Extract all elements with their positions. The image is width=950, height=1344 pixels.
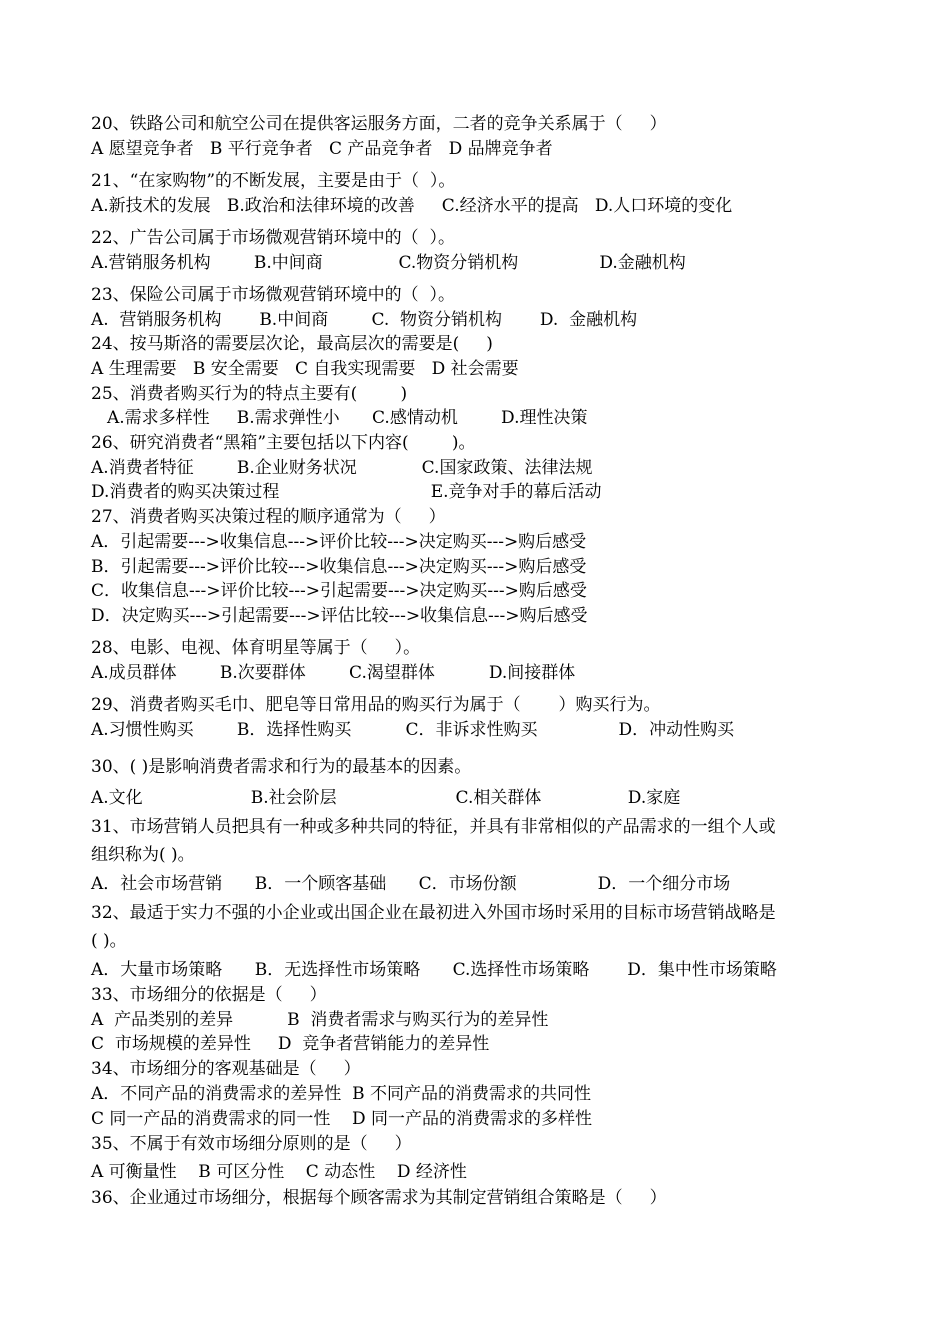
question-21: 21、“在家购物”的不断发展，主要是由于（ ）。: [91, 171, 456, 191]
options-26b: D.消费者的购买决策过程 E.竞争对手的幕后活动: [91, 482, 602, 502]
question-20: 20、铁路公司和航空公司在提供客运服务方面，二者的竞争关系属于（ ）: [91, 114, 667, 134]
options-31: A．社会市场营销 B．一个顾客基础 C．市场份额 D．一个细分市场: [91, 874, 731, 894]
question-28: 28、电影、电视、体育明星等属于（ ）。: [91, 638, 421, 658]
question-32: 32、最适于实力不强的小企业或出国企业在最初进入外国市场时采用的目标市场营销战略是: [91, 903, 776, 923]
question-30: 30、( )是影响消费者需求和行为的最基本的因素。: [91, 757, 472, 777]
question-26: 26、研究消费者“黑箱”主要包括以下内容( )。: [91, 433, 476, 453]
question-29: 29、消费者购买毛巾、肥皂等日常用品的购买行为属于（ ）购买行为。: [91, 695, 661, 715]
question-22: 22、广告公司属于市场微观营销环境中的（ ）。: [91, 228, 455, 248]
options-35: A 可衡量性 B 可区分性 C 动态性 D 经济性: [91, 1162, 467, 1182]
options-27a: A．引起需要--->收集信息--->评价比较--->决定购买--->购后感受: [91, 532, 587, 552]
question-24: 24、按马斯洛的需要层次论，最高层次的需要是( ): [91, 334, 493, 354]
question-27: 27、消费者购买决策过程的顺序通常为（ ）: [91, 507, 446, 527]
question-31-cont: 组织称为( )。: [91, 845, 195, 865]
options-34b: C 同一产品的消费需求的同一性 D 同一产品的消费需求的多样性: [91, 1109, 593, 1129]
options-27b: B．引起需要--->评价比较--->收集信息--->决定购买--->购后感受: [91, 557, 587, 577]
options-26a: A.消费者特征 B.企业财务状况 C.国家政策、法律法规: [91, 458, 593, 478]
options-22: A.营销服务机构 B.中间商 C.物资分销机构 D.金融机构: [91, 253, 686, 273]
question-35: 35、不属于有效市场细分原则的是（ ）: [91, 1134, 412, 1154]
options-20: A 愿望竞争者 B 平行竞争者 C 产品竞争者 D 品牌竞争者: [91, 139, 553, 159]
question-36: 36、企业通过市场细分，根据每个顾客需求为其制定营销组合策略是（ ）: [91, 1188, 667, 1208]
options-29: A.习惯性购买 B．选择性购买 C．非诉求性购买 D．冲动性购买: [91, 720, 735, 740]
options-21: A.新技术的发展 B.政治和法律环境的改善 C.经济水平的提高 D.人口环境的变化: [91, 196, 733, 216]
options-33b: C 市场规模的差异性 D 竞争者营销能力的差异性: [91, 1034, 490, 1054]
question-34: 34、市场细分的客观基础是（ ）: [91, 1059, 361, 1079]
options-27d: D．决定购买--->引起需要--->评估比较--->收集信息--->购后感受: [91, 606, 588, 626]
options-33a: A 产品类别的差异 B 消费者需求与购买行为的差异性: [91, 1010, 549, 1030]
question-31: 31、市场营销人员把具有一种或多种共同的特征，并具有非常相似的产品需求的一组个人或: [91, 817, 776, 837]
options-24: A 生理需要 B 安全需要 C 自我实现需要 D 社会需要: [91, 359, 519, 379]
options-25: A.需求多样性 B.需求弹性小 C.感情动机 D.理性决策: [107, 408, 588, 428]
question-33: 33、市场细分的依据是（ ）: [91, 985, 327, 1005]
options-34a: A．不同产品的消费需求的差异性 B 不同产品的消费需求的共同性: [91, 1084, 591, 1104]
options-27c: C．收集信息--->评价比较--->引起需要--->决定购买--->购后感受: [91, 581, 587, 601]
options-30: A.文化 B.社会阶层 C.相关群体 D.家庭: [91, 788, 681, 808]
options-23: A. 营销服务机构 B.中间商 C. 物资分销机构 D. 金融机构: [91, 310, 638, 330]
options-32: A．大量市场策略 B．无选择性市场策略 C.选择性市场策略 D．集中性市场策略: [91, 960, 777, 980]
question-25: 25、消费者购买行为的特点主要有( ): [91, 384, 408, 404]
question-23: 23、保险公司属于市场微观营销环境中的（ ）。: [91, 285, 455, 305]
question-32-cont: ( )。: [91, 931, 127, 951]
options-28: A.成员群体 B.次要群体 C.渴望群体 D.间接群体: [91, 663, 576, 683]
